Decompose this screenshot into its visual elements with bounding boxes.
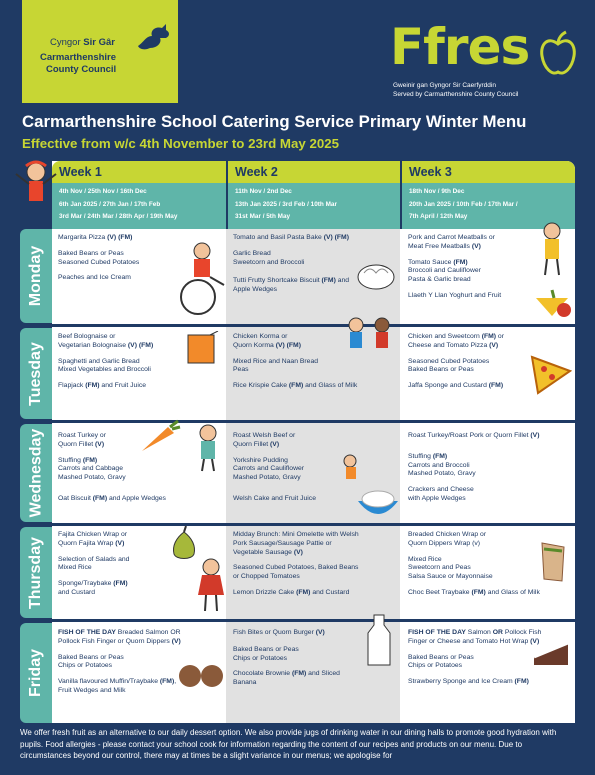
- week2-header: Week 2: [226, 161, 400, 183]
- main-dish: Margarita Pizza (V) (FM): [58, 234, 133, 241]
- child-reaching-icon: [338, 451, 366, 481]
- council-name-line3: County Council: [46, 64, 117, 75]
- week2-date-line: 11th Nov / 2nd Dec: [235, 188, 292, 195]
- side-dish: Selection of Salads and Mixed Rice: [58, 555, 130, 572]
- week2-date-line: 31st Mar / 5th May: [235, 213, 291, 220]
- page-subtitle: Effective from w/c 4th November to 23rd May 2025: [22, 136, 340, 151]
- week1-dates: [52, 183, 226, 229]
- side-dish: Yorkshire Pudding Carrots and Cauliflower Mashed Potato, Gravy: [233, 456, 305, 482]
- week1-date-line: 3rd Mar / 24th Mar / 28th Apr / 19th May: [59, 213, 178, 220]
- row-divider: [20, 420, 575, 423]
- main-dish: Breaded Chicken Wrap or Quorn Dippers Wrap (v): [408, 531, 487, 547]
- week2-dates: [226, 183, 400, 229]
- carrot-icon: [138, 419, 182, 455]
- side-dish: Mixed Rice Sweetcorn and Peas Salsa Sauce or Mayonnaise: [408, 555, 493, 581]
- apple-icon: [538, 30, 578, 78]
- main-dish: FISH OF THE DAY Salmon OR Pollock Fish Finger or Cheese and Tomato Hot Wrap (V): [408, 629, 542, 645]
- week1-date-line: 4th Nov / 25th Nov / 16th Dec: [59, 188, 147, 195]
- side-dish: Baked Beans or Peas Seasoned Cubed Potatoes: [58, 249, 140, 266]
- council-name-welsh-b: Sir Gâr: [83, 37, 115, 48]
- main-dish: Fish Bites or Quorn Burger (V): [233, 629, 325, 636]
- wrap-icon: [536, 539, 570, 585]
- main-dish: Pork and Carrot Meatballs or Meat Free Meatballs (V): [408, 234, 495, 250]
- dessert: Strawberry Sponge and Ice Cream (FM): [408, 678, 529, 686]
- ffres-subtitle-welsh: Gweinir gan Gyngor Sir Caerfyrddin: [393, 82, 496, 89]
- week2-date-line: 13th Jan 2025 / 3rd Feb / 10th Mar: [235, 200, 337, 208]
- dragon-icon: [136, 22, 172, 52]
- main-dish: Beef Bolognaise or Vegetarian Bolognaise (V) (FM): [58, 333, 154, 349]
- dessert: Vanilla flavoured Muffin/Traybake (FM), Fruit Wedges and Milk: [58, 678, 177, 694]
- day-label-friday: Friday: [20, 623, 52, 723]
- cookies-icon: [178, 661, 224, 691]
- dessert: Welsh Cake and Fruit Juice: [233, 494, 316, 502]
- week1-date-line: 6th Jan 2025 / 27th Jan / 17th Feb: [59, 200, 161, 208]
- dessert: Chocolate Brownie (FM) and Sliced Banana: [233, 670, 340, 687]
- footer-note: We offer fresh fruit as an alternative to our daily dessert option. We also provide jugs of drinking water in our dining halls to promote good hydration with pupils. Food allergies - please contact your school cook for information regarding the content of our recipes and products on our menu. Due to circumstances beyond our control, there may at times be a slight variance in our menus; we apologise for: [20, 728, 557, 760]
- dessert: Peaches and Ice Cream: [58, 274, 131, 282]
- main-dish: FISH OF THE DAY Breaded Salmon OR Pollock Fish Finger or Quorn Dippers (V): [58, 629, 181, 645]
- ffres-logo-text: Ffres: [390, 18, 530, 76]
- side-dish: Baked Beans or Peas Chips or Potatoes: [58, 653, 124, 670]
- side-dish: Seasoned Cubed Potatoes Baked Beans or Peas: [408, 357, 490, 374]
- week3-date-line: 7th April / 12th May: [409, 213, 468, 220]
- ffres-subtitle: [393, 81, 518, 99]
- wheelchair-child-icon: [172, 241, 230, 319]
- main-dish: Roast Welsh Beef or Quorn Fillet (V): [233, 432, 296, 448]
- dessert: Rice Krispie Cake (FM) and Glass of Milk: [233, 382, 358, 390]
- girl-cartoon-icon: [192, 557, 230, 613]
- main-dish: Fajita Chicken Wrap or Quorn Fajita Wrap (V): [58, 531, 128, 547]
- row-divider: [20, 523, 575, 526]
- dessert: Lemon Drizzle Cake (FM) and Custard: [233, 588, 350, 596]
- dessert: Flapjack (FM) and Fruit Juice: [58, 382, 147, 390]
- side-dish: Baked Beans or Peas Chips or Potatoes: [408, 653, 474, 670]
- cake-slice-icon: [532, 637, 572, 671]
- main-dish: Midday Brunch: Mini Omelette with Welsh Pork Sausage/Sausage Pattie or Vegetable Sausage (V): [233, 531, 359, 556]
- side-dish: Garlic Bread Sweetcorn and Broccoli: [233, 249, 305, 266]
- pasta-plate-icon: [356, 253, 396, 293]
- council-logo: [22, 0, 178, 103]
- council-name-welsh-a: Cyngor: [50, 37, 84, 48]
- menu-grid: [20, 161, 575, 723]
- menu-cell-wednesday-week3: [408, 432, 573, 511]
- dessert: Jaffa Sponge and Custard (FM): [408, 382, 504, 390]
- day-label-wednesday: Wednesday: [20, 424, 52, 522]
- dessert: Llaeth Y Llan Yoghurt and Fruit: [408, 291, 502, 299]
- menu-cell-thursday-week2: [233, 531, 398, 605]
- dessert: Oat Biscuit (FM) and Apple Wedges: [58, 494, 166, 502]
- juice-carton-icon: [180, 331, 224, 365]
- main-dish: Roast Turkey or Quorn Fillet (V): [58, 432, 106, 448]
- side-dish: Tomato Sauce (FM) Broccoli and Cauliflower Pasta & Garlic bread: [408, 258, 481, 284]
- day-label-monday: Monday: [20, 229, 52, 323]
- side-dish: Mixed Rice and Naan Bread Peas: [233, 357, 319, 374]
- dessert: Tutti Frutty Shortcake Biscuit (FM) and Apple Wedges: [233, 277, 350, 294]
- pizza-slice-icon: [530, 351, 572, 395]
- side-dish: Baked Beans or Peas Chips or Potatoes: [233, 645, 299, 662]
- side-dish: Stuffing (FM) Carrots and Cabbage Mashed Potato, Gravy: [58, 456, 126, 482]
- dessert: Sponge/Traybake (FM) and Custard: [58, 580, 128, 596]
- week1-header: Week 1: [52, 161, 226, 183]
- fruit-basket-icon: [532, 286, 572, 324]
- dessert: Crackers and Cheese with Apple Wedges: [408, 486, 474, 502]
- day-label-tuesday: Tuesday: [20, 328, 52, 419]
- council-name-line2: Carmarthenshire: [40, 52, 117, 63]
- side-dish: Stuffing (FM) Carrots and Broccoli Mashed Potato, Gravy: [408, 452, 476, 478]
- main-dish: Roast Turkey/Roast Pork or Quorn Fillet (V): [408, 432, 540, 439]
- page-title: Carmarthenshire School Catering Service Primary Winter Menu: [22, 112, 527, 131]
- girl-waving-icon: [14, 160, 58, 220]
- side-dish: Seasoned Cubed Potatoes, Baked Beans or Chopped Tomatoes: [233, 564, 359, 581]
- main-dish: Chicken and Sweetcorn (FM) or Cheese and Tomato Pizza (V): [408, 333, 504, 349]
- rice-bowl-icon: [356, 487, 400, 521]
- boy-cartoon-icon: [190, 423, 226, 473]
- main-dish: Tomato and Basil Pasta Bake (V) (FM): [233, 234, 349, 241]
- week3-date-line: 18th Nov / 9th Dec: [409, 188, 465, 195]
- dessert: Choc Beet Traybake (FM) and Glass of Milk: [408, 588, 540, 596]
- main-dish: Chicken Korma or Quorn Korma (V) (FM): [233, 333, 301, 349]
- side-dish: Spaghetti and Garlic Bread Mixed Vegetables and Broccoli: [58, 357, 151, 374]
- ffres-subtitle-english: Served by Carmarthenshire County Council: [393, 91, 519, 98]
- week3-date-line: 20th Jan 2025 / 10th Feb / 17th Mar /: [409, 200, 518, 208]
- day-label-thursday: Thursday: [20, 527, 52, 618]
- week3-header: Week 3: [400, 161, 575, 183]
- girl-cartoon-icon: [532, 221, 572, 279]
- children-cartoon-icon: [338, 315, 400, 365]
- row-divider: [20, 619, 575, 622]
- row-divider: [20, 324, 575, 327]
- milk-bottle-icon: [366, 613, 392, 667]
